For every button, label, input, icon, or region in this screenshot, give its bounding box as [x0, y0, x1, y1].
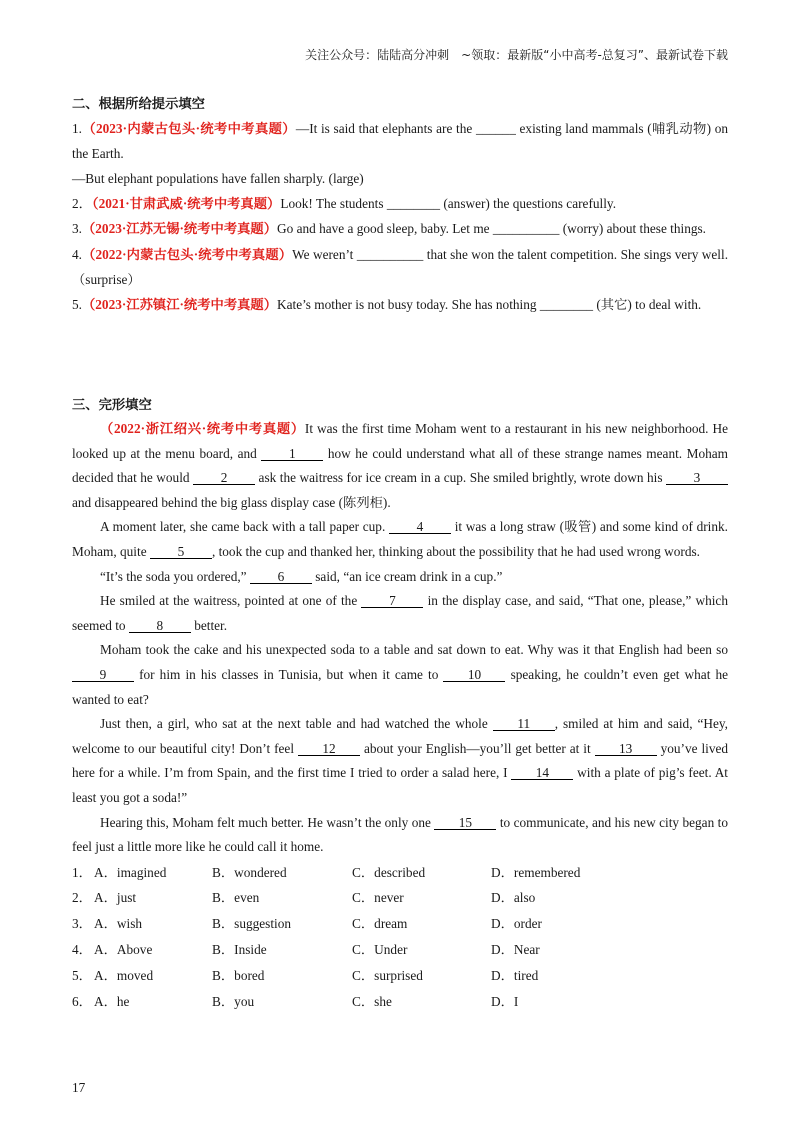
passage-text: Moham took the cake and his unexpected soda to a table and sat down to eat. Why was it that English had been so	[100, 642, 728, 658]
passage-source: （2022·浙江绍兴·统考中考真题）	[100, 421, 305, 436]
option-c: C．dream	[352, 916, 408, 932]
passage-text: better.	[194, 617, 228, 633]
option-b: B．Inside	[212, 942, 267, 958]
fill-item-1-reply: —But elephant populations have fallen sharply. (large)	[72, 171, 364, 187]
option-d: D．order	[491, 916, 542, 932]
passage-text: said, “an ice cream drink in a cup.”	[315, 568, 503, 584]
item-text: (worry) about these things.	[562, 221, 706, 237]
item-text: Kate’s mother is not busy today. She has nothing	[277, 296, 537, 312]
item-number: 5.	[72, 296, 82, 312]
item-text: Go and have a good sleep, baby. Let me	[277, 221, 490, 237]
item-blank: ______	[475, 121, 516, 137]
fill-item-5	[72, 292, 728, 317]
item-number: 3.	[72, 221, 82, 237]
option-d: D．also	[491, 890, 536, 906]
blank-10: 10	[443, 668, 505, 682]
option-number: 6．	[72, 993, 92, 1009]
option-b: B．even	[212, 890, 260, 906]
item-source: （2023·江苏无锡·统考中考真题）	[81, 221, 278, 237]
passage-paragraph-2	[72, 515, 728, 564]
option-a: A．he	[94, 993, 130, 1009]
fill-item-3	[72, 216, 728, 241]
option-row-2	[72, 885, 728, 911]
option-d: D．Near	[491, 942, 540, 958]
item-source: （2022·内蒙古包头·统考中考真题）	[81, 246, 293, 262]
item-text: (其它) to deal with.	[596, 296, 702, 312]
passage-text: Hearing this, Moham felt much better. He wasn’t the only one	[100, 814, 431, 830]
passage-text: A moment later, she came back with a tall paper cup.	[100, 519, 386, 535]
option-a: A．imagined	[94, 864, 167, 880]
option-number: 2．	[72, 890, 92, 906]
passage-paragraph-4	[72, 589, 728, 638]
blank-15: 15	[434, 816, 496, 830]
item-text: (answer) the questions carefully.	[443, 196, 617, 212]
blank-13: 13	[595, 742, 657, 756]
item-source: （2021·甘肃武威·统考中考真题）	[91, 196, 281, 212]
option-d: D．I	[491, 993, 519, 1009]
item-blank: __________	[356, 246, 424, 262]
option-c: C．Under	[352, 942, 408, 958]
fill-item-4	[72, 242, 728, 292]
option-b: B．wondered	[212, 864, 287, 880]
option-row-6	[72, 989, 728, 1015]
page-number: 17	[72, 1080, 86, 1095]
passage-text: for him in his classes in Tunisia, but when it came to	[139, 666, 439, 682]
blank-14: 14	[511, 766, 573, 780]
item-number: 1.	[72, 121, 82, 137]
blank-11: 11	[493, 717, 555, 731]
passage-paragraph-6	[72, 712, 728, 810]
item-number: 2．	[72, 196, 92, 212]
option-c: C．she	[352, 993, 392, 1009]
blank-1: 1	[261, 447, 323, 461]
options-list	[72, 860, 728, 1015]
section-title: 三、完形填空	[72, 397, 152, 412]
blank-4: 4	[389, 520, 451, 534]
blank-2: 2	[193, 471, 255, 485]
option-row-3	[72, 911, 728, 937]
passage-text: Just then, a girl, who sat at the next table and had watched the whole	[100, 716, 488, 732]
item-blank: __________	[492, 221, 560, 237]
section-title: 二、根据所给提示填空	[72, 96, 205, 111]
option-b: B．suggestion	[212, 916, 292, 932]
option-b: B．bored	[212, 967, 265, 983]
section-cloze	[72, 392, 728, 1014]
item-text: that she won the talent competition. She sings very well. （surprise）	[72, 246, 729, 287]
passage-paragraph-1	[72, 417, 728, 515]
passage-text: it was a long straw (吸管) and some kind of drink. Moham, quite	[72, 519, 728, 559]
option-row-4	[72, 937, 728, 963]
passage-text: in the display case, and said, “That one, please,” which seemed to	[72, 593, 728, 633]
blank-9: 9	[72, 668, 134, 682]
passage-text: “It’s the soda you ordered,”	[100, 568, 247, 584]
item-blank: ________	[539, 296, 594, 312]
option-a: A．Above	[94, 942, 153, 958]
passage-text: It was the first time Moham went to a restaurant in his new neighborhood. He looked up at the menu board, and	[72, 421, 728, 461]
passage-paragraph-3	[72, 565, 728, 590]
passage-text: you’ve lived here for a while. I’m from Spain, and the first time I tried to order a salad here, I	[72, 740, 729, 781]
option-number: 3．	[72, 916, 92, 932]
item-text: existing land mammals (哺乳动物) on the Earth.	[72, 121, 729, 162]
option-c: C．never	[352, 890, 404, 906]
option-d: D．tired	[491, 967, 539, 983]
item-text: —It is said that elephants are the	[295, 121, 473, 137]
item-number: 4.	[72, 246, 82, 262]
option-row-1	[72, 860, 728, 886]
blank-3: 3	[666, 471, 728, 485]
blank-8: 8	[129, 619, 191, 633]
option-c: C．surprised	[352, 967, 423, 983]
passage-text: how he could understand what all of these strange names meant. Moham decided that he would	[72, 445, 729, 486]
blank-6: 6	[250, 570, 312, 584]
option-row-5	[72, 963, 728, 989]
passage-text: with a plate of pig’s feet. At least you got a soda!”	[72, 765, 729, 805]
blank-7: 7	[361, 594, 423, 608]
passage-text: ask the waitress for ice cream in a cup. She smiled brightly, wrote down his	[258, 470, 663, 486]
blank-12: 12	[298, 742, 360, 756]
option-number: 5．	[72, 967, 92, 983]
passage-paragraph-5	[72, 638, 728, 712]
passage-text: about your English—you’ll get better at it	[363, 740, 591, 756]
option-number: 1．	[72, 864, 92, 880]
option-c: C．described	[352, 864, 426, 880]
item-source: （2023·内蒙古包头·统考中考真题）	[81, 121, 296, 137]
option-b: B．you	[212, 993, 255, 1009]
item-text: Look! The students	[280, 196, 384, 212]
item-text: We weren’t	[292, 246, 354, 262]
option-a: A．just	[94, 890, 137, 906]
item-blank: ________	[386, 196, 441, 212]
passage-text: speaking, he couldn’t even get what he wanted to eat?	[72, 666, 729, 707]
fill-item-2	[72, 191, 728, 216]
option-a: A．wish	[94, 916, 143, 932]
section-fill-in	[72, 91, 728, 317]
option-number: 4．	[72, 942, 92, 958]
option-a: A．moved	[94, 967, 154, 983]
passage-text: He smiled at the waitress, pointed at one of the	[100, 593, 358, 609]
passage-text: and disappeared behind the big glass display case (陈列柜).	[72, 494, 391, 510]
passage-text: to communicate, and his new city began to feel just a little more like he could call it home.	[72, 814, 729, 855]
option-d: D．remembered	[491, 864, 581, 880]
blank-5: 5	[150, 545, 212, 559]
page-header: 关注公众号：陆陆高分冲刺 ~领取：最新版“小中高考-总复习”、最新试卷下载	[305, 48, 728, 62]
item-source: （2023·江苏镇江·统考中考真题）	[81, 296, 278, 312]
fill-item-1	[72, 116, 728, 166]
passage-text: , smiled at him and said, “Hey, welcome to our beautiful city! Don’t feel	[72, 716, 729, 756]
passage-text: , took the cup and thanked her, thinking about the possibility that he had used wrong words.	[211, 543, 700, 559]
passage-paragraph-7	[72, 811, 728, 860]
